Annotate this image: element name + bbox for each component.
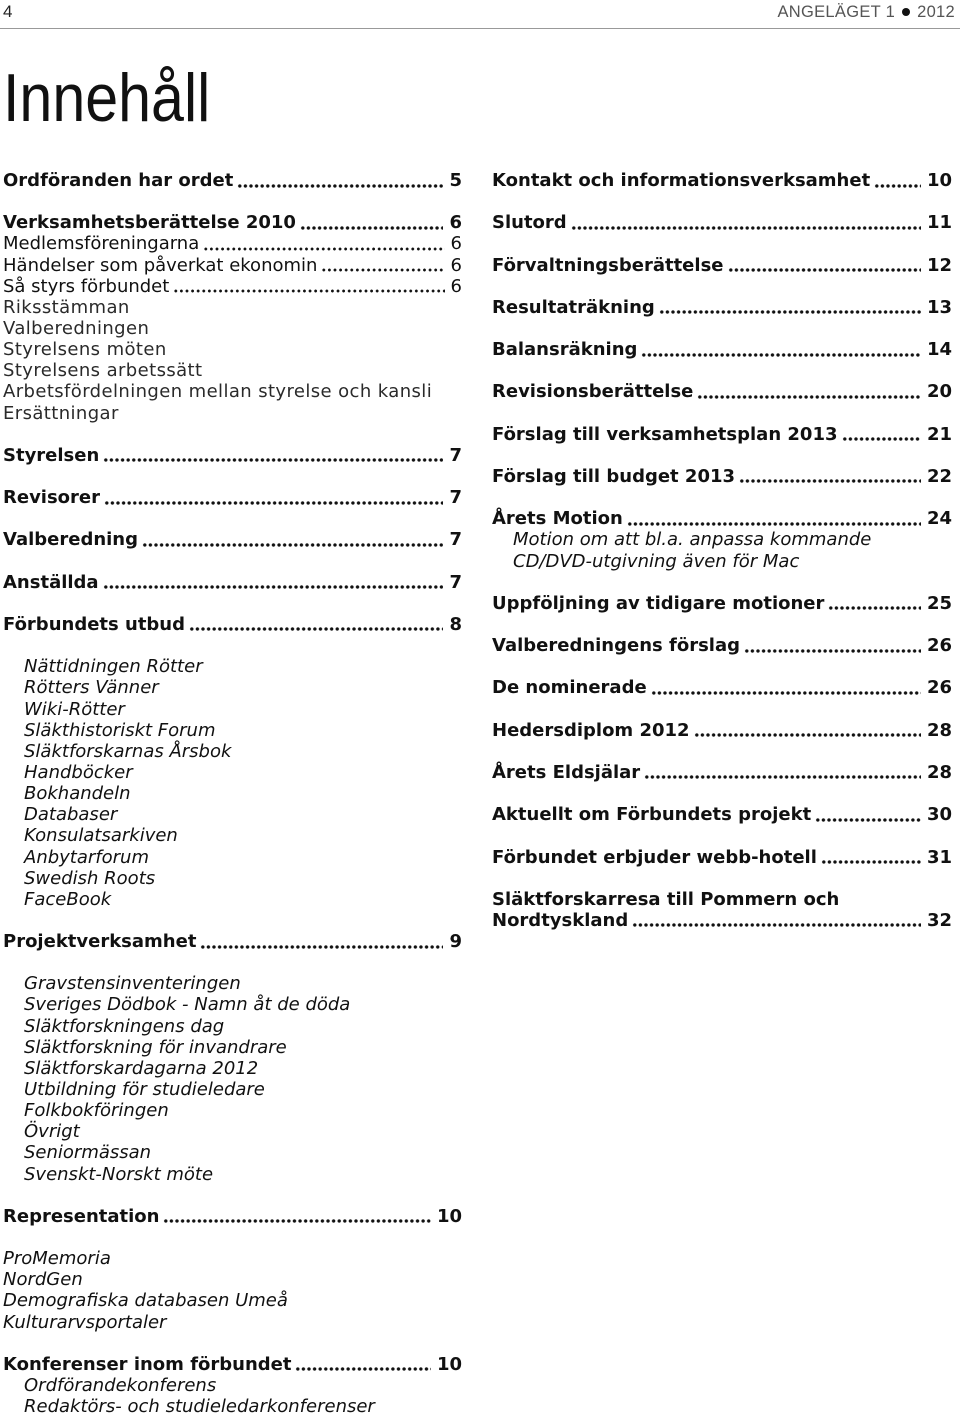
toc-subitem [3, 889, 462, 910]
dot-leader [821, 847, 921, 868]
toc-label: Nordtyskland [492, 909, 629, 931]
toc-block [3, 572, 462, 593]
toc-entry [3, 233, 462, 254]
toc-block [3, 614, 462, 635]
dot-leader [828, 593, 921, 614]
toc-note [3, 1312, 462, 1333]
toc-subitem [492, 529, 952, 550]
toc-heading [492, 255, 952, 276]
toc-block [492, 170, 952, 191]
toc-label: Konsulatsarkiven [24, 825, 178, 847]
dot-leader [237, 170, 443, 191]
toc-page-number: 6 [450, 275, 462, 297]
toc-heading [3, 1354, 462, 1375]
toc-label: Slutord [492, 212, 567, 234]
toc-label: Förslag till verksamhetsplan 2013 [492, 423, 838, 445]
toc-subitem [3, 1396, 462, 1417]
toc-topic [3, 318, 462, 339]
page-title: Innehåll [3, 60, 211, 136]
toc-label: Swedish Roots [24, 867, 156, 889]
toc-block [492, 762, 952, 783]
dot-leader [651, 677, 921, 698]
toc-heading [3, 487, 462, 508]
toc-block [492, 804, 952, 825]
toc-page-number: 21 [926, 423, 952, 445]
toc-label: Folkbokföringen [24, 1100, 169, 1122]
toc-subitem [3, 1079, 462, 1100]
toc-block [492, 297, 952, 318]
toc-heading [492, 170, 952, 191]
toc-block [3, 931, 462, 952]
toc-subitem [3, 1164, 462, 1185]
toc-block [3, 1248, 462, 1333]
toc-subitem [3, 1121, 462, 1142]
toc-label: Styrelsens möten [3, 339, 167, 361]
toc-subitem [3, 868, 462, 889]
toc-heading [492, 212, 952, 233]
dot-leader [571, 212, 921, 233]
dot-leader [295, 1354, 430, 1375]
dot-leader [627, 508, 921, 529]
toc-block [3, 973, 462, 1184]
toc-label: Seniormässan [24, 1142, 152, 1164]
toc-heading [492, 424, 952, 445]
toc-entry [3, 255, 462, 276]
toc-label: Handböcker [24, 761, 133, 783]
toc-heading [492, 593, 952, 614]
toc-label: De nominerade [492, 677, 647, 699]
toc-heading [3, 170, 462, 191]
toc-block [3, 529, 462, 550]
toc-heading [492, 677, 952, 698]
toc-subitem [3, 804, 462, 825]
toc-label: Motion om att bl.a. anpassa kommande [513, 529, 872, 551]
toc-page-number: 20 [926, 381, 952, 403]
dot-leader [163, 1206, 430, 1227]
toc-page-number: 10 [926, 170, 952, 191]
running-header [777, 2, 955, 22]
toc-page-number: 28 [926, 761, 952, 783]
header-rule [0, 28, 960, 29]
toc-heading [492, 381, 952, 402]
toc-block [492, 255, 952, 276]
dot-leader [644, 762, 921, 783]
toc-page-number: 12 [926, 254, 952, 276]
toc-page-number: 9 [449, 931, 462, 953]
dot-leader [739, 466, 921, 487]
toc-heading [3, 572, 462, 593]
toc-subitem [3, 825, 462, 846]
toc-page-number: 6 [450, 254, 462, 276]
toc-label: Förbundets utbud [3, 613, 186, 635]
bullet-icon [902, 8, 910, 16]
toc-topic [3, 381, 462, 402]
toc-block [3, 170, 462, 191]
dot-leader [189, 614, 443, 635]
dot-leader [104, 487, 443, 508]
toc-heading [3, 445, 462, 466]
toc-page-number: 28 [926, 719, 952, 741]
dot-leader [697, 381, 921, 402]
toc-label: Händelser som påverkat ekonomin [3, 254, 318, 276]
toc-heading [492, 297, 952, 318]
toc-label: Sveriges Dödbok - Namn åt de döda [24, 994, 351, 1016]
toc-heading [3, 212, 462, 233]
dot-leader [842, 424, 921, 445]
toc-label: Ersättningar [3, 402, 119, 424]
dot-leader [694, 720, 921, 741]
dot-leader [300, 212, 444, 233]
toc-label: Släkthistoriskt Forum [24, 719, 216, 741]
toc-page-number: 6 [449, 212, 462, 234]
toc-label: Släktforskardagarna 2012 [24, 1057, 259, 1079]
toc-page-number: 10 [436, 1353, 462, 1375]
toc-subitem [3, 1375, 462, 1396]
toc-label: Valberedningen [3, 317, 150, 339]
toc-subitem [3, 1058, 462, 1079]
toc-label: Uppföljning av tidigare motioner [492, 592, 825, 614]
dot-leader [103, 572, 444, 593]
publication-year: 2012 [917, 3, 955, 21]
toc-heading [492, 339, 952, 360]
toc-subitem [3, 762, 462, 783]
toc-block [3, 1206, 462, 1227]
toc-label: Revisionsberättelse [492, 381, 694, 403]
toc-label: Ordföranden har ordet [3, 170, 234, 191]
toc-heading [492, 635, 952, 656]
toc-label: Kulturarvsportaler [3, 1311, 167, 1333]
toc-page-number: 10 [436, 1205, 462, 1227]
toc-block [492, 593, 952, 614]
toc-block [492, 677, 952, 698]
toc-block [492, 635, 952, 656]
toc-subitem [3, 973, 462, 994]
toc-topic [3, 297, 462, 318]
toc-heading [492, 762, 952, 783]
publication-name: ANGELÄGET 1 [777, 3, 896, 21]
toc-subitem [3, 1142, 462, 1163]
toc-label: Årets Motion [492, 508, 623, 530]
toc-label: Gravstensinventeringen [24, 973, 241, 995]
toc-label: Riksstämman [3, 296, 130, 318]
toc-label: Styrelsen [3, 444, 100, 466]
toc-page-number: 31 [926, 846, 952, 868]
toc-topic [3, 403, 462, 424]
toc-page-number: 22 [926, 465, 952, 487]
toc-label: Kontakt och informationsverksamhet [492, 170, 871, 191]
toc-page-number: 5 [449, 170, 462, 191]
toc-heading [3, 529, 462, 550]
toc-page-number: 7 [449, 444, 462, 466]
toc-topic [3, 360, 462, 381]
toc-subitem [3, 994, 462, 1015]
toc-page-number: 7 [449, 487, 462, 509]
toc-page-number: 26 [926, 635, 952, 657]
toc-page-number: 7 [449, 571, 462, 593]
toc-label: Resultaträkning [492, 296, 655, 318]
toc-label: Släktforskarnas Årsbok [24, 740, 232, 762]
toc-page-number: 8 [449, 613, 462, 635]
toc-heading [3, 931, 462, 952]
dot-leader [744, 635, 921, 656]
toc-heading [492, 847, 952, 868]
toc-block [492, 212, 952, 233]
toc-heading [3, 614, 462, 635]
toc-subitem [3, 699, 462, 720]
toc-label: Anställda [3, 571, 99, 593]
toc-subitem [3, 677, 462, 698]
toc-note [3, 1248, 462, 1269]
toc-topic [3, 339, 462, 360]
toc-block [3, 212, 462, 423]
toc-label: Valberedning [3, 529, 139, 551]
dot-leader [632, 910, 921, 931]
dot-leader [874, 170, 921, 191]
toc-page-number: 26 [926, 677, 952, 699]
dot-leader [173, 276, 444, 297]
toc-label: Så styrs förbundet [3, 275, 170, 297]
toc-heading [492, 720, 952, 741]
toc-label: Svenskt-Norskt möte [24, 1163, 214, 1185]
toc-label: Släktforskarresa till Pommern och [492, 888, 840, 910]
toc-page-number: 14 [926, 339, 952, 361]
toc-note [3, 1269, 462, 1290]
toc-page-number: 32 [926, 909, 952, 931]
toc-label: Förvaltningsberättelse [492, 254, 724, 276]
toc-label: FaceBook [24, 888, 112, 910]
toc-heading [492, 889, 952, 910]
toc-label: Aktuellt om Förbundets projekt [492, 804, 812, 826]
toc-subitem [3, 847, 462, 868]
toc-block [3, 445, 462, 466]
toc-block [492, 466, 952, 487]
toc-subitem [3, 656, 462, 677]
toc-block [492, 381, 952, 402]
dot-leader [142, 529, 443, 550]
toc-page-number: 24 [926, 508, 952, 530]
dot-leader [815, 804, 921, 825]
dot-leader [200, 931, 443, 952]
toc-heading [492, 804, 952, 825]
toc-page-number: 30 [926, 804, 952, 826]
toc-label: Demografiska databasen Umeå [3, 1290, 288, 1312]
toc-right-column [492, 170, 952, 931]
toc-block [492, 339, 952, 360]
toc-label: Redaktörs- och studieledarkonferenser [24, 1396, 375, 1418]
toc-label: Valberedningens förslag [492, 635, 741, 657]
dot-leader [641, 339, 921, 360]
toc-label: Projektverksamhet [3, 931, 197, 953]
toc-heading [492, 466, 952, 487]
toc-page-number: 25 [926, 592, 952, 614]
toc-subitem [3, 783, 462, 804]
toc-subitem [3, 1100, 462, 1121]
toc-block [3, 656, 462, 910]
toc-page-number: 11 [926, 212, 952, 234]
toc-label: Arbetsfördelningen mellan styrelse och kansli [3, 381, 433, 403]
dot-leader [203, 233, 444, 254]
toc-page-number: 7 [449, 529, 462, 551]
dot-leader [728, 255, 921, 276]
toc-block [3, 487, 462, 508]
toc-label: Övrigt [24, 1121, 80, 1143]
toc-label: Bokhandeln [24, 783, 131, 805]
toc-block [492, 847, 952, 868]
toc-entry [3, 276, 462, 297]
toc-note [3, 1290, 462, 1311]
toc-heading [492, 910, 952, 931]
toc-heading [492, 508, 952, 529]
toc-heading [3, 1206, 462, 1227]
toc-label: Medlemsföreningarna [3, 233, 200, 255]
toc-label: Verksamhetsberättelse 2010 [3, 212, 296, 234]
toc-subitem [3, 741, 462, 762]
toc-page-number: 6 [450, 233, 462, 255]
toc-subitem [492, 551, 952, 572]
toc-label: Förbundet erbjuder webb-hotell [492, 846, 817, 868]
toc-block [3, 1354, 462, 1417]
toc-subitem [3, 1037, 462, 1058]
dot-leader [103, 445, 443, 466]
toc-label: Konferenser inom förbundet [3, 1353, 292, 1375]
toc-left-column [3, 170, 462, 1417]
toc-label: Årets Eldsjälar [492, 761, 641, 783]
toc-label: ProMemoria [3, 1248, 111, 1270]
toc-subitem [3, 720, 462, 741]
toc-label: Förslag till budget 2013 [492, 465, 736, 487]
toc-label: Utbildning för studieledare [24, 1079, 265, 1101]
toc-label: Revisorer [3, 487, 101, 509]
toc-label: Balansräkning [492, 339, 638, 361]
toc-label: Hedersdiplom 2012 [492, 719, 690, 741]
toc-label: CD/DVD-utgivning även för Mac [513, 550, 800, 572]
toc-block [492, 720, 952, 741]
toc-label: Rötters Vänner [24, 677, 159, 699]
toc-label: Databaser [24, 804, 118, 826]
toc-label: Nättidningen Rötter [24, 656, 203, 678]
toc-page-number: 13 [926, 296, 952, 318]
toc-block [492, 508, 952, 571]
toc-label: Representation [3, 1205, 160, 1227]
toc-label: NordGen [3, 1269, 83, 1291]
toc-subitem [3, 1016, 462, 1037]
toc-label: Släktforskningens dag [24, 1015, 225, 1037]
toc-block [492, 889, 952, 931]
toc-label: Ordförandekonferens [24, 1375, 217, 1397]
toc-block [492, 424, 952, 445]
toc-label: Wiki-Rötter [24, 698, 125, 720]
toc-label: Styrelsens arbetssätt [3, 360, 203, 382]
dot-leader [321, 255, 444, 276]
toc-label: Anbytarforum [24, 846, 149, 868]
dot-leader [659, 297, 921, 318]
toc-label: Släktforskning för invandrare [24, 1036, 287, 1058]
page-number: 4 [3, 2, 13, 21]
